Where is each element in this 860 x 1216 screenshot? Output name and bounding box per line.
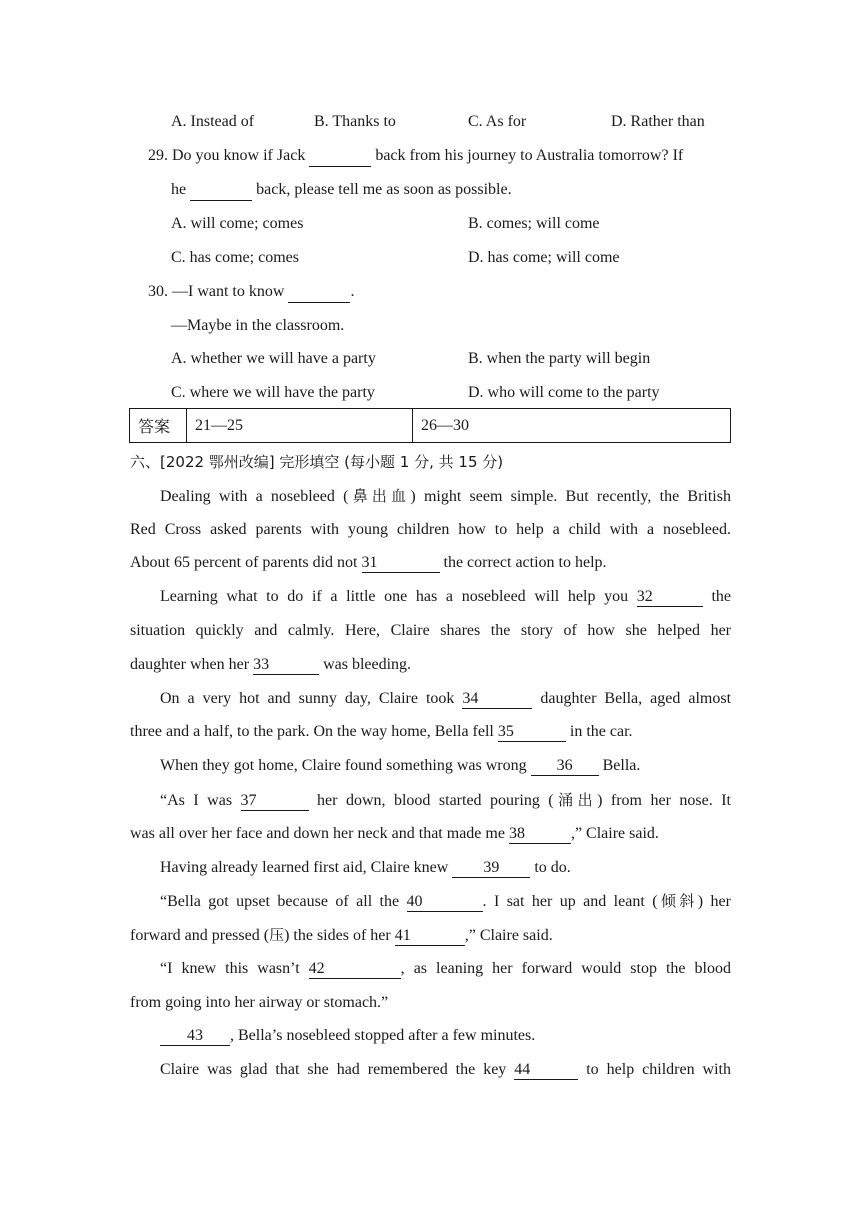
- passage-line: [160, 1060, 731, 1080]
- q30-stem-line2: —Maybe in the classroom.: [171, 317, 345, 334]
- blank-39: 39: [452, 859, 530, 878]
- q29-option-d: D. has come; will come: [468, 249, 620, 266]
- passage-line: [160, 756, 640, 776]
- blank-32: 32: [637, 588, 703, 607]
- q29-stem-line2: [171, 180, 512, 201]
- blank-36: 36: [531, 757, 599, 776]
- passage-text: the correct action to help.: [443, 554, 607, 571]
- passage-line: [130, 925, 731, 946]
- passage-text: ) the sides of her: [284, 927, 391, 944]
- passage-gloss: 涌出: [553, 791, 598, 809]
- q30-stem-line1: [148, 282, 354, 303]
- q30-option-b: B. when the party will begin: [468, 350, 651, 367]
- blank-38: 38: [509, 825, 571, 844]
- passage-text: to do.: [534, 859, 571, 876]
- q30-option-d: D. who will come to the party: [468, 384, 660, 401]
- passage-line: [130, 824, 731, 844]
- passage-text: the: [711, 588, 732, 605]
- passage-text: was bleeding.: [323, 656, 412, 673]
- passage-text: ,” Claire said.: [570, 825, 659, 842]
- passage-text: was all over her face and down her neck and that made me: [130, 825, 505, 842]
- passage-text: , as leaning her forward would stop the blood: [400, 960, 732, 977]
- q30-option-c: C. where we will have the party: [171, 384, 375, 401]
- passage-text: Bella.: [602, 757, 641, 774]
- passage-line: [130, 655, 731, 675]
- blank-44: 44: [514, 1061, 578, 1080]
- blank-43: 43: [160, 1027, 230, 1046]
- answer-range-26-30: 26—30: [413, 409, 731, 443]
- passage-line: [160, 689, 731, 709]
- passage-line: [160, 1026, 535, 1046]
- blank-31: 31: [362, 554, 440, 573]
- passage-line: [160, 891, 731, 912]
- q29-option-b: B. comes; will come: [468, 215, 600, 232]
- q29-option-a: A. will come; comes: [171, 215, 304, 232]
- passage-text: When they got home, Claire found something was wrong: [160, 757, 527, 774]
- answer-table: [129, 408, 731, 443]
- q29-blank-1: [309, 146, 371, 167]
- passage-gloss: 压: [269, 926, 285, 944]
- answer-range-21-25: 21—25: [187, 409, 413, 443]
- passage-text: daughter Bella, aged almost: [540, 690, 732, 707]
- q28-option-a: A. Instead of: [171, 113, 255, 130]
- passage-gloss: 鼻出血: [348, 487, 411, 505]
- passage-text: ) might seem simple. But recently, the British: [410, 488, 731, 505]
- q28-option-d: D. Rather than: [611, 113, 705, 130]
- q30-option-a: A. whether we will have a party: [171, 350, 376, 367]
- passage-line: [160, 959, 731, 979]
- passage-text: “Bella got upset because of all the: [160, 893, 400, 910]
- q29-stem-line1: [148, 146, 683, 167]
- q28-option-c: C. As for: [468, 113, 527, 130]
- passage-line: [160, 587, 731, 607]
- passage-text: ) from her nose. It: [597, 792, 731, 809]
- passage-text: Having already learned first aid, Claire knew: [160, 859, 449, 876]
- passage-text: “As I was: [160, 792, 233, 809]
- blank-37: 37: [241, 792, 309, 811]
- section-header: 六、[2022 鄂州改编] 完形填空 (每小题 1 分, 共 15 分): [130, 453, 504, 471]
- passage-text: in the car.: [569, 723, 633, 740]
- blank-42: 42: [309, 960, 401, 979]
- blank-35: 35: [498, 723, 566, 742]
- passage-text: Claire was glad that she had remembered the key: [160, 1061, 507, 1078]
- passage-line: situation quickly and calmly. Here, Claire shares the story of how she helped her: [130, 622, 731, 639]
- blank-40: 40: [407, 893, 483, 912]
- passage-text: daughter when her: [130, 656, 250, 673]
- q29-text: back, please tell me as soon as possible.: [256, 181, 512, 198]
- q29-option-c: C. has come; comes: [171, 249, 299, 266]
- passage-text: “I knew this wasn’t: [160, 960, 300, 977]
- passage-text: forward and pressed (: [130, 927, 270, 944]
- passage-text: three and a half, to the park. On the way home, Bella fell: [130, 723, 494, 740]
- passage-line: [160, 486, 731, 507]
- q29-text: 29. Do you know if Jack: [148, 147, 306, 164]
- passage-text: her down, blood started pouring (: [317, 792, 554, 809]
- passage-line: from going into her airway or stomach.”: [130, 994, 389, 1011]
- passage-text: . I sat her up and leant (: [482, 893, 658, 910]
- passage-text: ) her: [697, 893, 731, 910]
- passage-text: to help children with: [586, 1061, 731, 1078]
- passage-line: [130, 553, 731, 573]
- q30-text: .: [350, 283, 355, 300]
- q30-text: 30. —I want to know: [148, 283, 285, 300]
- answer-label: 答案: [130, 409, 187, 443]
- blank-33: 33: [253, 656, 319, 675]
- passage-text: On a very hot and sunny day, Claire took: [160, 690, 455, 707]
- passage-text: Dealing with a nosebleed (: [160, 488, 349, 505]
- q29-blank-2: [190, 180, 252, 201]
- passage-text: Learning what to do if a little one has a nosebleed will help you: [160, 588, 629, 605]
- passage-text: , Bella’s nosebleed stopped after a few minutes.: [230, 1027, 536, 1044]
- passage-gloss: 倾斜: [657, 892, 698, 910]
- passage-line: [130, 722, 731, 742]
- passage-line: [160, 858, 571, 878]
- blank-34: 34: [462, 690, 532, 709]
- q28-option-b: B. Thanks to: [314, 113, 396, 130]
- q30-blank: [288, 282, 350, 303]
- blank-41: 41: [395, 927, 465, 946]
- q29-text: back from his journey to Australia tomorrow? If: [375, 147, 684, 164]
- passage-line: Red Cross asked parents with young children how to help a child with a nosebleed.: [130, 521, 731, 538]
- passage-text: About 65 percent of parents did not: [130, 554, 358, 571]
- q29-text: he: [171, 181, 187, 198]
- passage-line: [160, 790, 731, 811]
- passage-text: ,” Claire said.: [464, 927, 553, 944]
